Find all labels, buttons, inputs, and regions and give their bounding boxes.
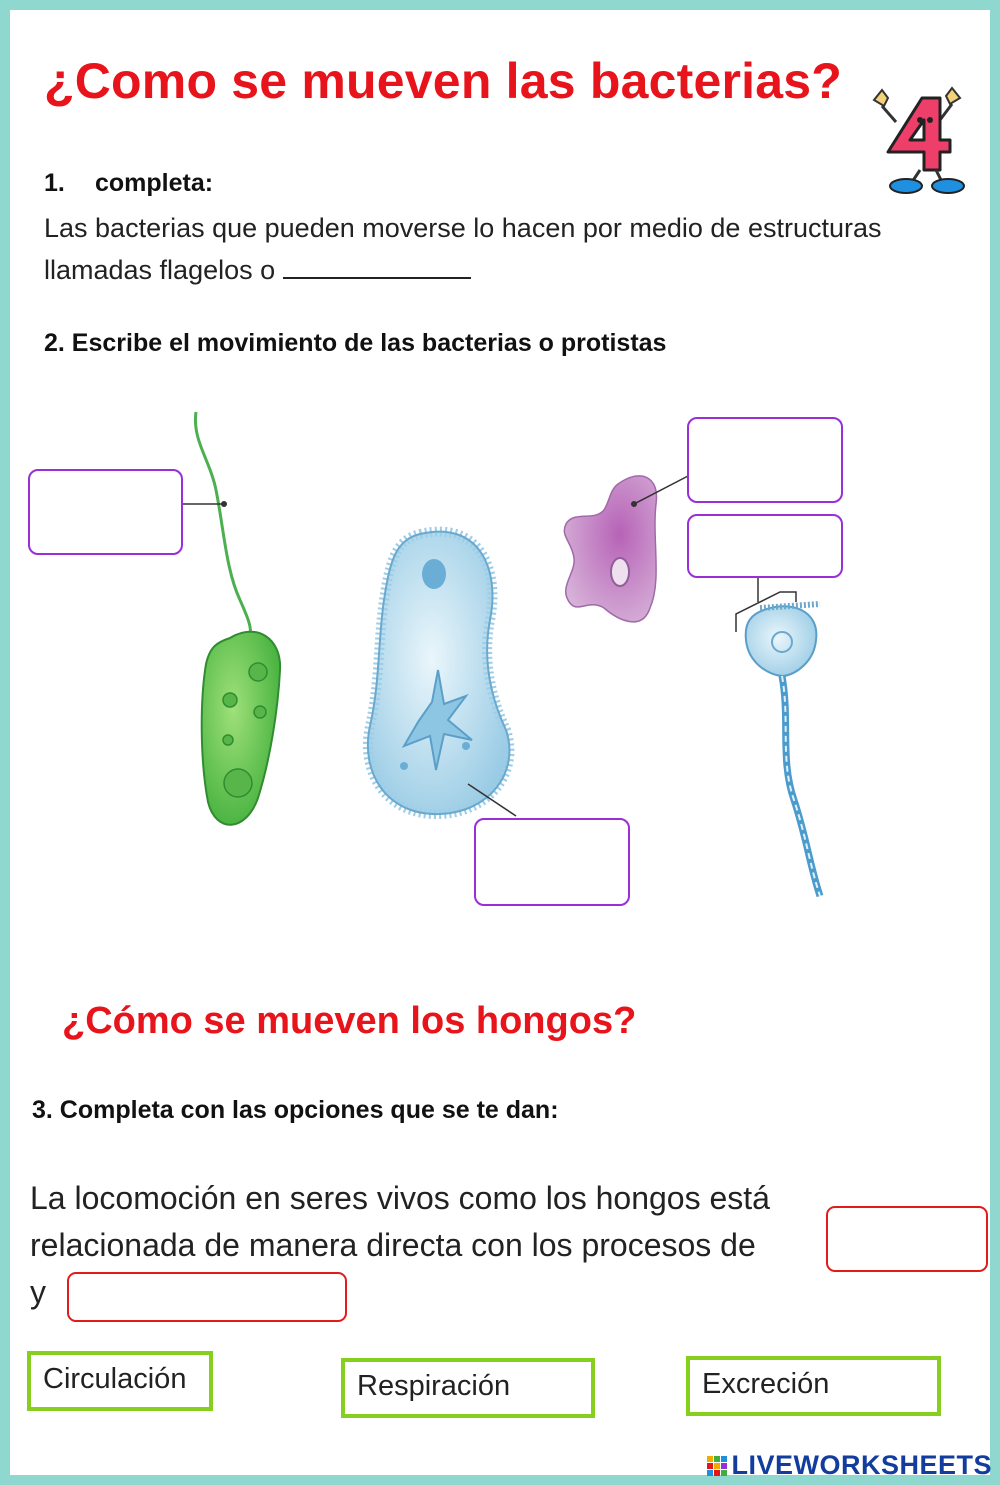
vorticella-icon	[746, 604, 820, 896]
answer-box-amoeba[interactable]	[687, 417, 843, 503]
question-1-number: 1.	[44, 169, 65, 197]
flagellated-bacterium-icon	[195, 412, 280, 825]
answer-box-process-1[interactable]	[826, 1206, 988, 1272]
page-title: ¿Como se mueven las bacterias?	[44, 53, 842, 109]
question-3-label: 3. Completa con las opciones que se te dan:	[32, 1096, 559, 1124]
section-2-title: ¿Cómo se mueven los hongos?	[62, 1000, 637, 1042]
answer-box-vorticella[interactable]	[687, 514, 843, 578]
question-3-line-3: y	[30, 1274, 46, 1310]
question-1-text-block	[44, 207, 894, 291]
answer-box-bacterium[interactable]	[28, 469, 183, 555]
option-respiracion[interactable]: Respiración	[341, 1358, 595, 1418]
liveworksheets-logo-icon	[706, 1455, 728, 1477]
number-four-mascot-icon	[862, 80, 972, 198]
question-3-line-2: relacionada de manera directa con los procesos de	[30, 1227, 756, 1263]
question-1-label: completa:	[95, 169, 214, 197]
amoeba-icon	[564, 476, 656, 622]
option-circulacion[interactable]: Circulación	[27, 1351, 213, 1411]
answer-box-process-2[interactable]	[67, 1272, 347, 1322]
question-1-answer-blank[interactable]	[283, 251, 471, 279]
paramecium-icon	[368, 532, 510, 814]
answer-box-paramecium[interactable]	[474, 818, 630, 906]
liveworksheets-brand	[706, 1450, 992, 1481]
question-1-text: Las bacterias que pueden moverse lo hacen por medio de estructuras llamadas flagelos o	[44, 213, 882, 285]
question-3-line-1: La locomoción en seres vivos como los hongos está	[30, 1180, 770, 1216]
question-2-label: 2. Escribe el movimiento de las bacterias o protistas	[44, 329, 667, 357]
brand-name: LIVEWORKSHEETS	[731, 1450, 992, 1480]
option-excrecion[interactable]: Excreción	[686, 1356, 941, 1416]
